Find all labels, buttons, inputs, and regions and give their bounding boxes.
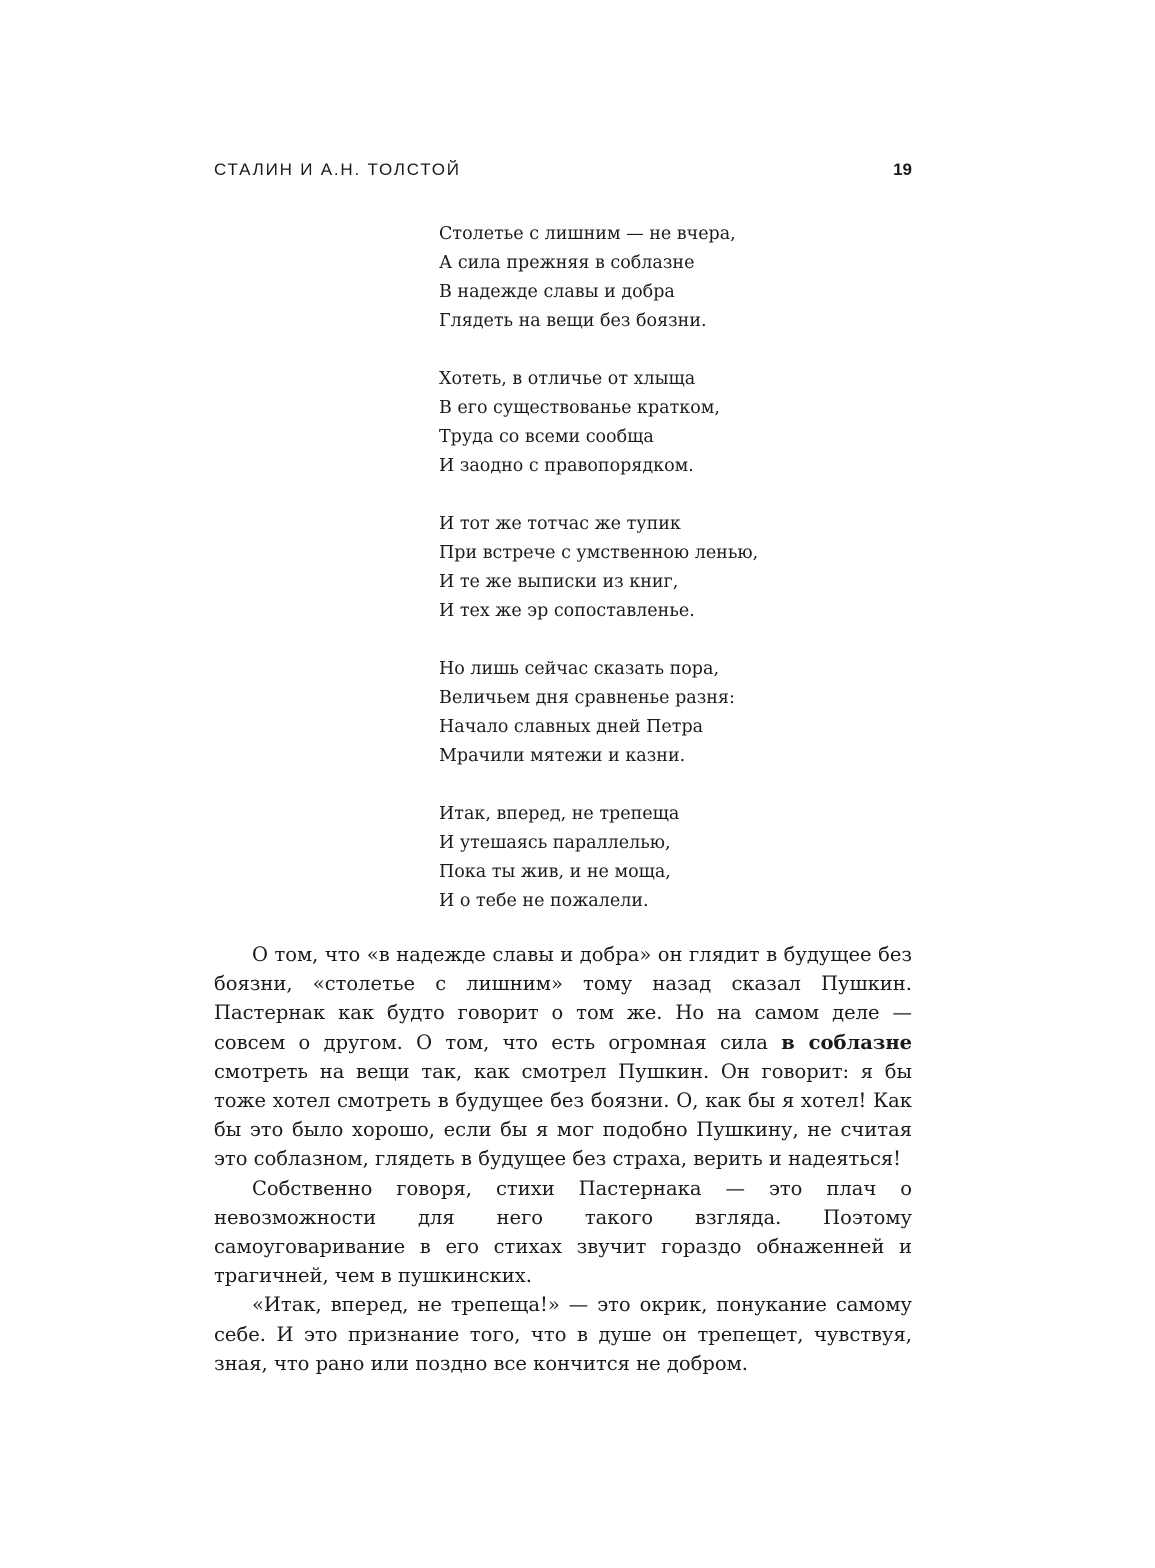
poem xyxy=(439,220,919,945)
verse-line: Хотеть, в отличье от хлыща xyxy=(439,369,696,389)
verse-line: И тех же эр сопоставленье. xyxy=(439,601,695,621)
page-number: 19 xyxy=(893,160,912,179)
paragraph-1-text-start: О том, что «в надежде славы и добра» он глядит в будущее без боязни, «столетье с лишним» тому назад сказал Пушкин. Пастернак как будто говорит о том же. Но на самом деле — совсем о другом. О том, что есть огромная сила xyxy=(214,943,912,1054)
verse-line: И те же выписки из книг, xyxy=(439,572,679,592)
verse-line: Пока ты жив, и не мощa, xyxy=(439,862,671,882)
poem-stanza-1 xyxy=(439,220,919,336)
paragraph-1-text-end: смотреть на вещи так, как смотрел Пушкин. Он говорит: я бы тоже хотел смотреть в будущее без боязни. О, как бы я хотел! Как бы это было хорошо, если бы я мог подобно Пушкину, не считая это соблазном, глядеть в будущее без страха, верить и надеяться! xyxy=(214,1059,912,1171)
paragraph-3: «Итак, вперед, не трепеща!» — это окрик, понукание самому себе. И это признание того, что в душе он трепещет, чувствуя, зная, что рано или поздно все кончится не добром. xyxy=(214,1293,912,1375)
verse-line: Столетье с лишним — не вчера, xyxy=(439,224,736,244)
poem-stanza-5 xyxy=(439,800,919,916)
emphasis-text: в соблазне xyxy=(781,1030,913,1054)
verse-line: Глядеть на вещи без боязни. xyxy=(439,311,707,331)
paragraph-2: Собственно говоря, стихи Пастернака — это плач о невозможности для него такого взгляда. Поэтому самоуговаривание в его стихах звучит гораздо обнаженней и трагичней, чем в пушкинских. xyxy=(214,1176,912,1288)
verse-line: А сила прежняя в соблазне xyxy=(439,253,695,273)
running-title: СТАЛИН И А.Н. ТОЛСТОЙ xyxy=(214,160,461,179)
poem-stanza-4 xyxy=(439,655,919,771)
verse-line: В надежде славы и добра xyxy=(439,282,675,302)
verse-line: При встрече с умственною ленью, xyxy=(439,543,759,563)
verse-line: Итак, вперед, не трепеща xyxy=(439,804,680,824)
verse-line: И утешаясь параллелью, xyxy=(439,833,671,853)
prose-body xyxy=(214,940,912,1378)
verse-line: Мрачили мятежи и казни. xyxy=(439,746,686,766)
verse-line: Труда со всеми сообща xyxy=(439,427,654,447)
paragraph-1 xyxy=(214,940,912,1174)
running-header xyxy=(214,160,912,190)
verse-line: Величьем дня сравненье разня: xyxy=(439,688,735,708)
verse-line: И тот же тотчас же тупик xyxy=(439,514,681,534)
verse-line: Но лишь сейчас сказать пора, xyxy=(439,659,720,679)
verse-line: Начало славных дней Петра xyxy=(439,717,704,737)
poem-stanza-2 xyxy=(439,365,919,481)
verse-line: В его существованье кратком, xyxy=(439,398,720,418)
verse-line: И о тебе не пожалели. xyxy=(439,891,649,911)
verse-line: И заодно с правопорядком. xyxy=(439,456,694,476)
poem-stanza-3 xyxy=(439,510,919,626)
